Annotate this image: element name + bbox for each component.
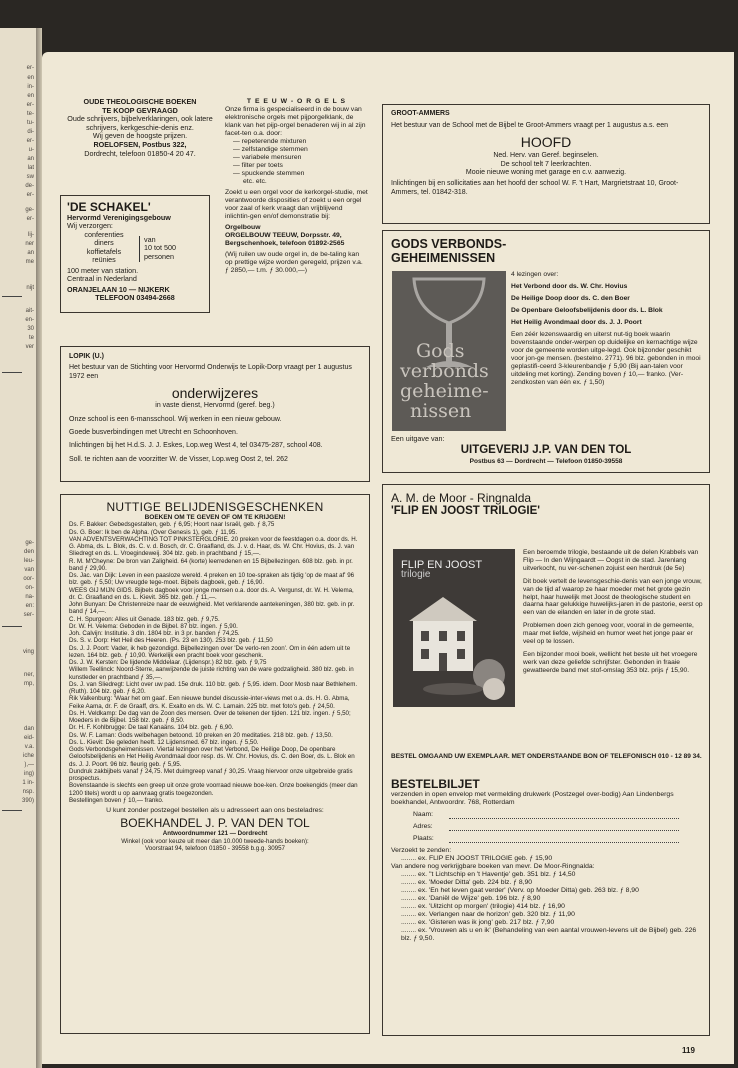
book-list-item: C. H. Spurgeon: Alles uit Genade. 183 blz. geb. ƒ 9,75.	[69, 615, 220, 623]
lecture-item: De Heilige Doop door ds. C. den Boer	[511, 295, 630, 302]
company-address: ORGELBOUW TEEUW, Dorpsstr. 49,	[225, 232, 342, 239]
prev-page-fragment: ving	[22, 649, 34, 655]
prev-page-fragment: eid-	[23, 735, 34, 741]
prev-page-fragment: leu-	[23, 558, 34, 564]
order-line: ........ ex. Verlangen naar de horizon' geb. 320 blz. ƒ 11,90	[401, 911, 575, 918]
book-list-item: R. M. M'Cheyne: De bron van Zaligheid. 64 (korte) leerredenen en 15 Bijbellezingen. 608 blz. geb. in pr. band ƒ 29,90.	[69, 557, 353, 572]
ad-text: Onze firma is gespecialiseerd in de bouw van elektronische orgels met pijporgelklank, de klank van het pijp-orgel benaderen wij in al zijn facet-ten o.a. door:	[225, 106, 366, 137]
address-field[interactable]	[449, 825, 679, 831]
city-field[interactable]	[449, 837, 679, 843]
ad-oude-boeken	[64, 98, 216, 158]
book-list-item: Ds. Jac. van Dijk: Leven in een paasloze wereld. 4 preken en 10 toe-spraken als tijdig 'op de maat af' 96 blz. geb. ƒ 5,50; Uw vreugde tege-moet. Bijbels dagboek, geb. ƒ 16,90.	[69, 572, 355, 587]
order-line: ........ ex. 'Uitzicht op morgen' (trilogie) 414 blz. ƒ 16,90	[401, 903, 565, 910]
cover-text: geheime-	[400, 380, 489, 402]
prev-page-fragment: ait-	[25, 308, 34, 314]
prev-page-fragment: ge-	[25, 207, 34, 213]
prev-page-fragment: in-	[27, 84, 34, 90]
book-list-item: Bestellingen boven ƒ 10,— franko.	[69, 796, 164, 804]
book-list-item: Joh. Calvijn: Institutie. 3 dln. 1804 blz. in 3 pr. banden ƒ 74,25.	[69, 630, 240, 637]
ad-place: LOPIK (U.)	[69, 353, 104, 360]
ad-title: 'FLIP EN JOOST TRILOGIE'	[391, 505, 541, 517]
prev-page-fragment: me	[25, 259, 34, 265]
ad-teeuw-orgels	[225, 98, 368, 275]
bullet-item: etc. etc.	[243, 178, 267, 185]
prev-page-fragment: 390)	[21, 798, 34, 804]
prev-page-fragment: ge-	[25, 540, 34, 546]
job-sub: in vaste dienst, Hervormd (geref. beg.)	[155, 402, 275, 410]
book-list-item: VAN ADVENTSVERWACHTING TOT PINKSTERGLORIE. 20 preken voor de feestdagen o.a. door ds. H. G. Abma, ds. L. Blok, ds. C. v. d. Bosch, dr. C. Graafland, ds. J. v. d. Haar, ds. W. Chr. Hovius, ds. J. van Sliedregt en ds. L. Vroegindeweij. 304 blz. geb. in prachtband ƒ 15,—.	[69, 535, 358, 558]
book-list-item: Bovenstaande is slechts een greep uit onze grote voorraad nieuwe boe-ken. Onze boekengids (meer dan 1200 titels) wordt u op aanvraag gratis toegezonden.	[69, 782, 358, 797]
ad-flip-en-joost	[382, 484, 710, 1036]
job-title: onderwijzeres	[171, 385, 259, 402]
previous-page-edge	[0, 28, 37, 1068]
ad-extra: (Wij ruilen uw oude orgel in, de be-taling kan op prettige wijze worden geregeld, prijzen v.a. ƒ 2850,— t.m. ƒ 30.000,—)	[225, 251, 363, 274]
prev-page-fragment: ),—	[24, 762, 34, 768]
prev-page-fragment: en	[27, 75, 34, 81]
prev-page-rule	[2, 372, 22, 373]
prev-page-fragment: lat	[27, 165, 34, 171]
prev-page-rule	[2, 810, 22, 811]
shop-answer: Antwoordnummer 121 — Dordrecht	[162, 830, 268, 838]
order-line: ........ ex. FLIP EN JOOST TRILOGIE geb. ƒ 15,90	[401, 855, 553, 862]
lecture-item: De Openbare Geloofsbelijdenis door ds. L. Blok	[511, 307, 663, 314]
prev-page-fragment: oor-	[23, 576, 34, 582]
cover-title: FLIP EN JOOST	[401, 559, 483, 571]
order-other-intro: Van andere nog verkrijgbare boeken van mevr. De Moor-Ringnalda:	[391, 863, 595, 870]
book-list-item: WEES GIJ MIJN GIDS. Bijbels dagboek voor jonge mensen o.a. door ds. A. Vergunst, dr. W. H. Velema, dr. C. Graafland en ds. L. Kievit. 365 blz. geb. ƒ 11,—.	[69, 586, 354, 601]
order-line: ........ ex. 'Gisteren was ik jong' geb. 217 blz. ƒ 7,90	[401, 919, 555, 926]
service-item: koffietafels	[86, 246, 122, 256]
prev-page-fragment: te	[28, 335, 34, 341]
ad-address: ORANJELAAN 10 — NIJKERK	[67, 284, 170, 294]
prev-page-fragment: tu-	[26, 120, 34, 126]
book-list-item: Dr. H. F. Kohlbrugge: De taal Kanaäns. 104 blz. geb. ƒ 6,90.	[69, 724, 234, 732]
requirement: Mooie nieuwe woning met garage en c.v. aanwezig.	[465, 169, 627, 177]
book-list-item: Willem Teellinck: Noord-Sterre, aanwijzende de juiste richting van de ware godzaligheid. 380 blz. geb. in kunstleder en prachtband ƒ 35,—.	[69, 666, 354, 681]
magazine-page	[42, 52, 734, 1064]
publisher-name: UITGEVERIJ J.P. VAN DEN TOL	[460, 444, 632, 456]
company-phone: Bergschenhoek, telefoon 01892-2565	[225, 240, 345, 247]
prev-page-fragment: de-	[25, 183, 34, 189]
order-note: U kunt zonder postzegel bestellen als u adresseert aan ons besteladres:	[106, 807, 324, 814]
book-list	[69, 521, 361, 804]
prev-page-fragment: on-	[25, 585, 34, 591]
prev-page-fragment: nijt	[26, 285, 34, 291]
prev-page-rule	[2, 296, 22, 297]
order-line: ........ ex. ''t Lichtschip en 't Haventje' geb. 351 blz. ƒ 14,50	[401, 871, 576, 878]
prev-page-fragment: en:	[25, 603, 34, 609]
lectures-intro: 4 lezingen over:	[511, 271, 559, 278]
capacity-text: van	[144, 234, 156, 244]
order-line: ........ ex. 'En het leven gaat verder' (Verv. op Moeder Ditta) geb. 263 blz. ƒ 8,90	[401, 887, 639, 894]
book-list-item: Ds. W. F. Laman: Gods welbehagen betoond. 10 preken en 20 meditaties. 218 blz. geb. ƒ 13,50.	[69, 731, 333, 739]
bullet-item: — zelfstandige stemmen	[233, 146, 308, 153]
capacity-text: personen	[144, 251, 174, 261]
prev-page-fragment: 30	[27, 326, 34, 332]
book-list-item: Ds. J. J. Poort: Vader, ik heb gezondigd. Bijbellezingen over 'De verlo-ren zoon'. Om in één adem uit te lezen. 164 blz. geb. ƒ 10,90. Werkelijk een pracht boek voor geschenk.	[69, 644, 351, 659]
book-list-item: Ds. F. Bakker: Gebedsgestalten, geb. ƒ 6,95; Hoort naar Israël, geb. ƒ 8,75	[69, 521, 275, 529]
book-list-item: Ds. J. van Sliedregt: Licht over uw pad. 15e druk. 110 blz. geb. ƒ 5,95. idem. Door Mosb naar Bethlehem. (Ruth). 104 blz. geb. ƒ 6,20.	[69, 680, 358, 695]
field-label: Naam:	[413, 811, 434, 818]
book-description: Problemen doen zich genoeg voor, vooral in de gemeente, maar met liefde, wijsheid en humor weet het jonge paar er veel op te lossen.	[523, 622, 694, 646]
order-list	[391, 871, 703, 943]
prev-page-fragment: sw	[26, 174, 34, 180]
book-description: Een bijzonder mooi boek, wellicht het beste uit het vroegere werk van deze geliefde schrijfster. Gebonden in fraaie gewatteerde band met stof-omslag 353 blz. prijs ƒ 15,90.	[523, 650, 698, 674]
prev-page-fragment: ing)	[23, 771, 34, 777]
ad-title: OUDE THEOLOGISCHE BOEKEN	[83, 97, 197, 106]
order-line: ........ ex. 'Vrouwen als u en ik' (Behandeling van een aantal vrouwen-levens uit de Bijbel) geb. 226 blz. ƒ 9,50.	[401, 927, 697, 942]
prev-page-fragment: lij-	[28, 232, 34, 238]
service-item: diners	[94, 238, 114, 248]
prev-page-rule	[2, 626, 22, 627]
ad-subtitle: BOEKEN OM TE GEVEN OF OM TE KRIJGEN!	[144, 514, 286, 521]
ad-lopik	[60, 346, 370, 482]
company-name: Orgelbouw	[225, 224, 261, 231]
ad-phone: TELEFOON 03494-2668	[95, 293, 175, 303]
shop-address: Voorstraat 94, telefoon 01850 - 39558 b.g.g. 30957	[144, 844, 286, 852]
prev-page-fragment: er-	[26, 138, 34, 144]
book-cover-verbonds	[392, 271, 506, 431]
ad-groot-ammers	[382, 104, 710, 224]
book-list-item: Dr. W. H. Velema: Geboden in de Bijbel. 87 blz. ingen. ƒ 5,90.	[69, 622, 238, 630]
ad-line: Inlichtingen bij het H.d.S. J. J. Eskes, Lop.weg West 4, tel 03475-287, school 408.	[69, 442, 323, 450]
book-description: Een zéér lezenswaardig en uiterst nut-tig boek waarin bovenstaande onder-werpen op duidelijke en kernachtige wijze voor de gemeente worden uitge-legd. Ook bijzonder geschikt voor jon-ge mensen. (bestelno. 2771). 96 blz. gebonden in mooi geplastifi-ceerd 3-kleurenbandje ƒ 5,90 (Bij aan-talen voor uitdeling met korting). Zending boven ƒ 10,— franko. (Ver-zendkosten van één ex. ƒ 1,50)	[511, 331, 701, 386]
book-list-item: Ds. J. W. Kersten: De lijdende Middelaar. (Lijdenspr.) 82 blz. geb. ƒ 9,75	[69, 659, 267, 666]
prev-page-fragment: di-	[27, 129, 34, 135]
prev-page-fragment: van	[24, 567, 34, 573]
page-number: 119	[682, 1046, 695, 1055]
capacity-text: 10 tot 500	[144, 243, 176, 253]
book-list-item: Rik Valkenburg: 'Waar het om gaat'. Een nieuwe bundel discussie-inter-views met o.a. ds. H. G. Abma, Feike Aama, dr. F. de Graaff, drs. K. Exalto en ds. W. C. Lamain. 225 blz. met foto's geb. ƒ 24,50.	[69, 695, 350, 710]
prev-page-fragment: dan	[23, 726, 34, 732]
cover-subtitle: trilogie	[401, 569, 431, 580]
shop-name: BOEKHANDEL J. P. VAN DEN TOL	[120, 816, 310, 831]
field-label: Plaats:	[413, 835, 434, 842]
prev-page-fragment: mp,	[23, 681, 34, 687]
prev-page-fragment: v.a.	[24, 744, 34, 750]
ad-line: Onze school is een 6-mansschool. Wij werken in een nieuw gebouw.	[69, 415, 282, 423]
ad-name: ROELOFSEN, Postbus 322,	[93, 139, 187, 149]
prev-page-fragment: er-	[26, 102, 34, 108]
ad-text: Oude schrijvers, bijbelverklaringen, ook latere schrijvers, kerkgeschie-denis enz.	[67, 114, 213, 132]
prev-page-fragment: er-	[26, 192, 34, 198]
bullet-item: — filter per toets	[233, 162, 283, 169]
ad-title: GEHEIMENISSEN	[391, 251, 496, 265]
prev-page-fragment: 1 in-	[22, 780, 34, 786]
book-cover-flip	[393, 549, 515, 707]
book-description: Dit boek vertelt de levensgeschie-denis van een jonge vrouw, van de tijd af waarop ze haar moeder met het grote gezin helpt, haar huwelijk met Joost de theologische student en daarna haar gelukkige huwelijks-jaren in de pastorie, eerst op een van de eilanden en later in de grote stad.	[523, 577, 703, 617]
order-form-title: BESTELBILJET	[391, 777, 480, 791]
ad-title: GODS VERBONDS-	[391, 237, 507, 251]
service-item: reünies	[92, 255, 116, 265]
order-line: ........ ex. 'Daniël de Wijze' geb. 196 blz. ƒ 8,90	[401, 895, 541, 902]
service-item: conferenties	[84, 229, 124, 239]
bullet-item: — variabele mensuren	[233, 154, 302, 161]
field-label: Adres:	[413, 823, 433, 830]
order-line: ........ ex. 'Moeder Ditta' geb. 224 blz. ƒ 8,90	[401, 879, 533, 886]
book-list-item: Dundruk zakbijbels vanaf ƒ 24,75. Met duimgreep vanaf ƒ 30,25. Vraag hiervoor onze uitgebreide gratis prospectus.	[69, 767, 353, 782]
ad-verbondsgeheimenissen	[382, 230, 710, 473]
publisher-intro: Een uitgave van:	[391, 434, 445, 443]
ad-subtitle: TE KOOP GEVRAAGD	[102, 105, 178, 115]
ad-title: NUTTIGE BELIJDENISGESCHENKEN	[106, 500, 324, 514]
book-list-item: John Bunyan: De Christenreize naar de eeuwigheid. Met verklarende aantekeningen, 380 blz. geb. in pr. band ƒ 14,—.	[69, 601, 355, 616]
book-list-item: Ds. H. Veldkamp: De dag van de Zoon des mensen. Over de tekenen der tijden. 121 blz. ingen. ƒ 5,50; Moeders in de Bijbel. 158 blz. geb. ƒ 8,50.	[69, 709, 351, 724]
ad-de-schakel	[60, 195, 210, 313]
ad-intro: Het bestuur van de Stichting voor Hervormd Onderwijs te Lopik-Dorp vraagt per 1 augustus 1972 een	[69, 364, 352, 380]
ad-offer: Wij geven de hoogste prijzen.	[92, 131, 188, 141]
requirement: Ned. Herv. van Geref. beginselen.	[493, 152, 599, 160]
prev-page-fragment: ner,	[23, 672, 34, 678]
prev-page-fragment: an	[27, 250, 34, 256]
ad-intro: Wij verzorgen:	[67, 221, 113, 231]
prev-page-fragment: an	[27, 156, 34, 162]
ad-intro: Het bestuur van de School met de Bijbel te Groot-Ammers vraagt per 1 augustus a.s. een	[391, 121, 669, 129]
book-description: Een beroemde trilogie, bestaande uit de delen Krabbels van Flip — In den Wijngaardt — Oogst in de stad. Jarenlang uitverkocht, nu ver-schenen zojuist een herdruk (de 5e)	[523, 549, 699, 572]
prev-page-fragment: er-	[26, 216, 34, 222]
ad-text: Zoekt u een orgel voor de kerkorgel-studie, met verantwoorde disposities of zoekt u een orgel voor zaal of kerk vraagt dan vrijblijvend inlichtin-gen en/of demonstratie bij:	[225, 189, 368, 220]
ad-place: GROOT-AMMERS	[391, 110, 450, 117]
ad-line: Goede busverbindingen met Utrecht en Schoonhoven.	[69, 429, 238, 437]
house-illustration-icon	[393, 549, 515, 707]
name-field[interactable]	[449, 813, 679, 819]
prev-page-fragment: ser-	[23, 612, 34, 618]
shop-info: Winkel (ook voor keuze uit meer dan 10.000 tweede-hands boeken):	[121, 837, 309, 845]
cover-text: verbonds	[400, 360, 489, 382]
prev-page-fragment: na-	[25, 594, 34, 600]
prev-page-fragment: iche	[22, 753, 34, 759]
ad-title: T E E U W - O R G E L S	[246, 98, 347, 105]
ad-line: Soll. te richten aan de voorzitter W. de Visser, Lop.weg Oost 2, tel. 262	[69, 455, 288, 463]
ad-title: 'DE SCHAKEL'	[67, 200, 151, 214]
prev-page-fragment: en	[27, 93, 34, 99]
prev-page-fragment: er-	[26, 65, 34, 71]
publisher-address: Postbus 63 — Dordrecht — Telefoon 01850-39558	[469, 458, 623, 465]
prev-page-fragment: ner	[25, 241, 34, 247]
ad-author: A. M. de Moor - Ringnalda	[391, 491, 532, 505]
ad-subtitle: Hervormd Verenigingsgebouw	[67, 213, 171, 222]
bullet-item: — repeterende mixturen	[233, 138, 307, 145]
ad-info: Inlichtingen bij en sollicitaties aan het hoofd der school W. F. 't Hart, Margrietstraat 10, Groot-Ammers, tel. 01842-318.	[391, 179, 679, 196]
prev-page-fragment: den	[23, 549, 34, 555]
prev-page-fragment: u-	[28, 147, 34, 153]
order-note: BESTEL OMGAAND UW EXEMPLAAR. MET ONDERSTAANDE BON OF TELEFONISCH 010 - 12 89 34.	[391, 753, 702, 760]
lecture-item: Het Verbond door ds. W. Chr. Hovius	[511, 283, 628, 290]
ad-address: Dordrecht, telefoon 01850-4 20 47.	[84, 148, 196, 158]
ad-belijdenisgeschenken	[60, 494, 370, 1034]
book-list-item: Ds. L. Kievit: Die geleden heeft. 12 Lijdensmed. 67 blz. ingen. ƒ 5,50.	[69, 738, 259, 746]
prev-page-fragment: ver	[25, 344, 34, 350]
prev-page-fragment: te-	[26, 111, 34, 117]
cover-text: Gods	[416, 340, 465, 362]
book-list-item: Ds. G. Boer: Ik ben de Alpha. (Over Genesis 1), geb. ƒ 11,95.	[69, 528, 238, 536]
location-text: Centraal in Nederland	[67, 274, 137, 284]
job-title: HOOFD	[520, 134, 572, 151]
requirement: De school telt 7 leerkrachten.	[500, 160, 592, 168]
bullet-item: — spuckende stemmen	[233, 170, 305, 177]
cover-text: nissen	[410, 400, 472, 422]
book-list-item: Ds. S. v. Dorp: Het Heil des Heeren. (Ps. 23 en 130). 253 blz. geb. ƒ 11,50	[69, 637, 273, 645]
prev-page-fragment: nsp.	[22, 789, 34, 795]
order-form-intro: verzenden in open envelop met vermelding drukwerk (Postzegel over-bodig) Aan Lindenbergs boekhandel, Antwoordnr. 768, Rotterdam	[391, 791, 674, 806]
lecture-item: Het Heilig Avondmaal door ds. J. J. Poort	[511, 319, 642, 326]
book-list-item: Gods Verbondsgeheimenissen. Viertal lezingen over het Verbond, De Heilige Doop, De openbare Geloofsbelijdenis en Het Heilig Avondmaal door resp. ds. W. Chr. Hovius, ds. C. den Boer, ds. L. Blok en ds. J. J. Poort. 96 blz. fleurig geb. ƒ 5,95.	[69, 746, 355, 768]
order-request: Verzoekt te zenden:	[391, 847, 452, 854]
prev-page-fragment: en-	[25, 317, 34, 323]
location-text: 100 meter van station.	[67, 265, 139, 275]
